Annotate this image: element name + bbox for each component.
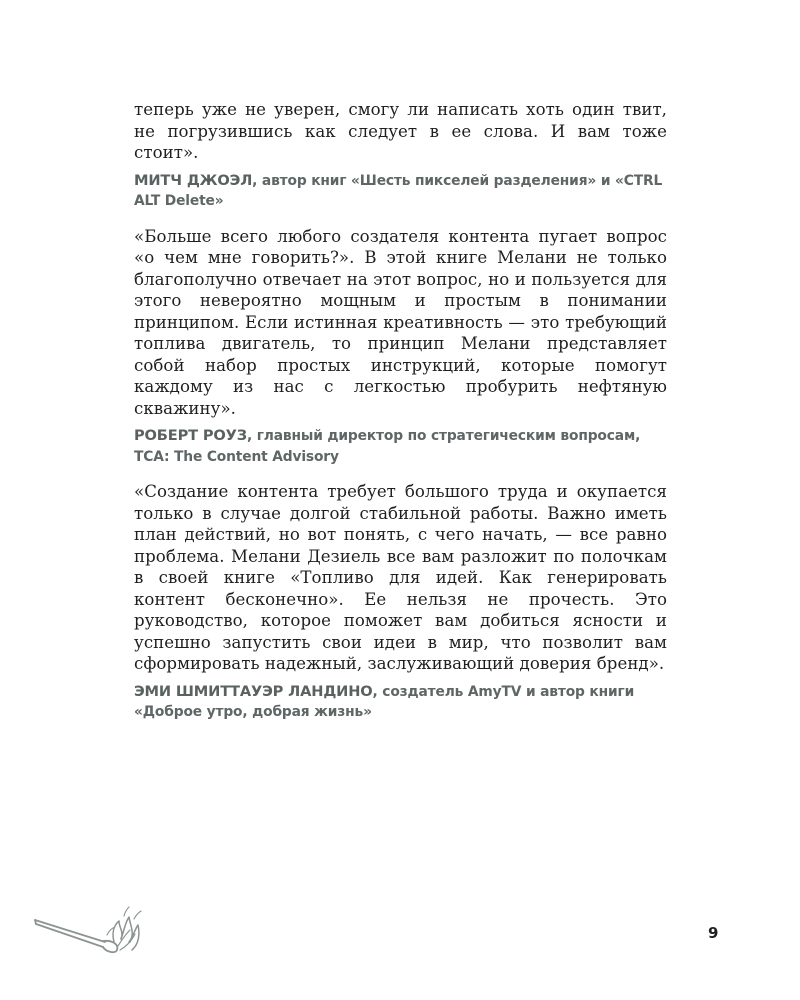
attribution-robert-rose bbox=[134, 426, 667, 467]
attribution-role: , автор книг «Шесть пикселей разделения» и «CTRL ALT Delete» bbox=[134, 172, 663, 209]
quote-robert-rose: «Больше всего любого создателя контента пугает вопрос «о чем мне говорить?». В этой книге Мелани не только благополучно отвечает на этот вопрос, но и пользуется для этого невероятно мощным и простым в понимании принципом. Если истинная креативность — это требующий топлива двигатель, то принцип Мелани представляет собой набор простых инструкций, которые помогут каждому из нас с легкостью пробурить нефтяную скважину». bbox=[134, 226, 667, 418]
attribution-author: РОБЕРТ РОУЗ bbox=[134, 427, 247, 444]
burning-match-icon bbox=[33, 903, 143, 955]
attribution-author: ЭМИ ШМИТТАУЭР ЛАНДИНО bbox=[134, 682, 373, 700]
page-number: 9 bbox=[708, 924, 719, 942]
attribution-author: МИТЧ ДЖОЭЛ bbox=[134, 171, 253, 189]
quote-amy-landino: «Создание контента требует большого труда и окупается только в случае долгой стабильной работы. Важно иметь план действий, но вот понять, с чего начать, — все равно проблема. Мелани Дезиель все вам разложит по полочкам в своей книге «Топливо для идей. Как генерировать контент бесконечно». Ее нельзя не прочесть. Это руководство, которое поможет вам добиться ясности и успешно запустить свои идеи в мир, что позволит вам сформировать надежный, заслуживающий доверия бренд». bbox=[134, 482, 667, 673]
quote-continuation: теперь уже не уверен, смогу ли написать хоть один твит, не погрузившись как следует в ее слова. И вам тоже стоит». bbox=[134, 100, 667, 162]
testimonials-content bbox=[134, 99, 667, 737]
attribution-mitch-joel bbox=[134, 171, 667, 212]
attribution-role: , главный директор по стратегическим вопросам, TCA: The Content Advisory bbox=[134, 428, 641, 465]
attribution-role: , создатель AmyTV и автор книги «Доброе утро, добрая жизнь» bbox=[134, 683, 635, 720]
attribution-amy-landino bbox=[134, 682, 667, 723]
